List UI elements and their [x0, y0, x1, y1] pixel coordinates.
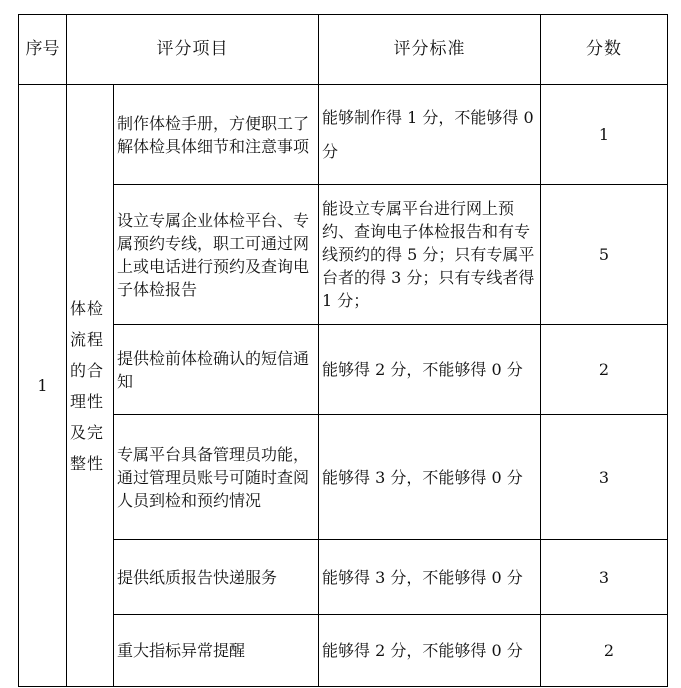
header-item: 评分项目	[156, 39, 229, 59]
table-row-item	[114, 615, 318, 686]
standard-text: 能够得 3 分，不能够得 0 分	[322, 467, 523, 487]
table-row-standard	[319, 540, 540, 614]
table-row-standard	[319, 85, 540, 184]
item-text: 重大指标异常提醒	[117, 641, 246, 660]
table-row-score: 3	[598, 567, 610, 587]
item-text: 设立专属企业体检平台、专属预约专线，职工可通过网上或电话进行预约及查询电子体检报告	[117, 210, 310, 299]
standard-text: 能够得 2 分，不能够得 0 分	[322, 360, 523, 379]
item-text: 制作体检手册，方便职工了解体检具体细节和注意事项	[117, 113, 310, 156]
table-row-standard	[319, 615, 540, 686]
category-label	[67, 85, 113, 686]
standard-text: 能够制作得 1 分，不能够得 0 分	[322, 107, 534, 161]
table-row-standard	[319, 185, 540, 324]
item-text: 提供检前体检确认的短信通知	[117, 348, 310, 391]
table-row-score: 2	[603, 641, 615, 660]
header-standard: 评分标准	[393, 39, 466, 59]
table-row-standard	[319, 325, 540, 414]
header-score: 分数	[586, 39, 622, 59]
item-text: 提供纸质报告快递服务	[117, 567, 278, 587]
table-row-item	[114, 415, 318, 539]
standard-text: 能设立专属平台进行网上预约、查询电子体检报告和有专线预约的得 5 分；只有专属平台者的得 3 分；只有专线者得 1 分；	[322, 199, 535, 310]
table-row-item	[114, 185, 318, 324]
table-row-standard	[319, 415, 540, 539]
table-row-score: 2	[598, 360, 610, 379]
table-border-bottom	[18, 686, 668, 687]
header-no: 序号	[25, 39, 60, 59]
standard-text: 能够得 3 分，不能够得 0 分	[322, 567, 523, 587]
item-text: 专属平台具备管理员功能，通过管理员账号可随时查阅人员到检和预约情况	[117, 444, 310, 510]
table-row-item	[114, 85, 318, 184]
table-row-score: 5	[598, 245, 610, 264]
table-border-right	[667, 14, 668, 687]
table-row-score: 3	[598, 467, 610, 487]
table-row-score: 1	[598, 125, 610, 144]
category-text: 体检流程的合理性及完整性	[70, 298, 105, 473]
table-row-item	[114, 325, 318, 414]
group-number: 1	[37, 376, 48, 395]
table-row-item	[114, 540, 318, 614]
standard-text: 能够得 2 分，不能够得 0 分	[322, 641, 523, 660]
